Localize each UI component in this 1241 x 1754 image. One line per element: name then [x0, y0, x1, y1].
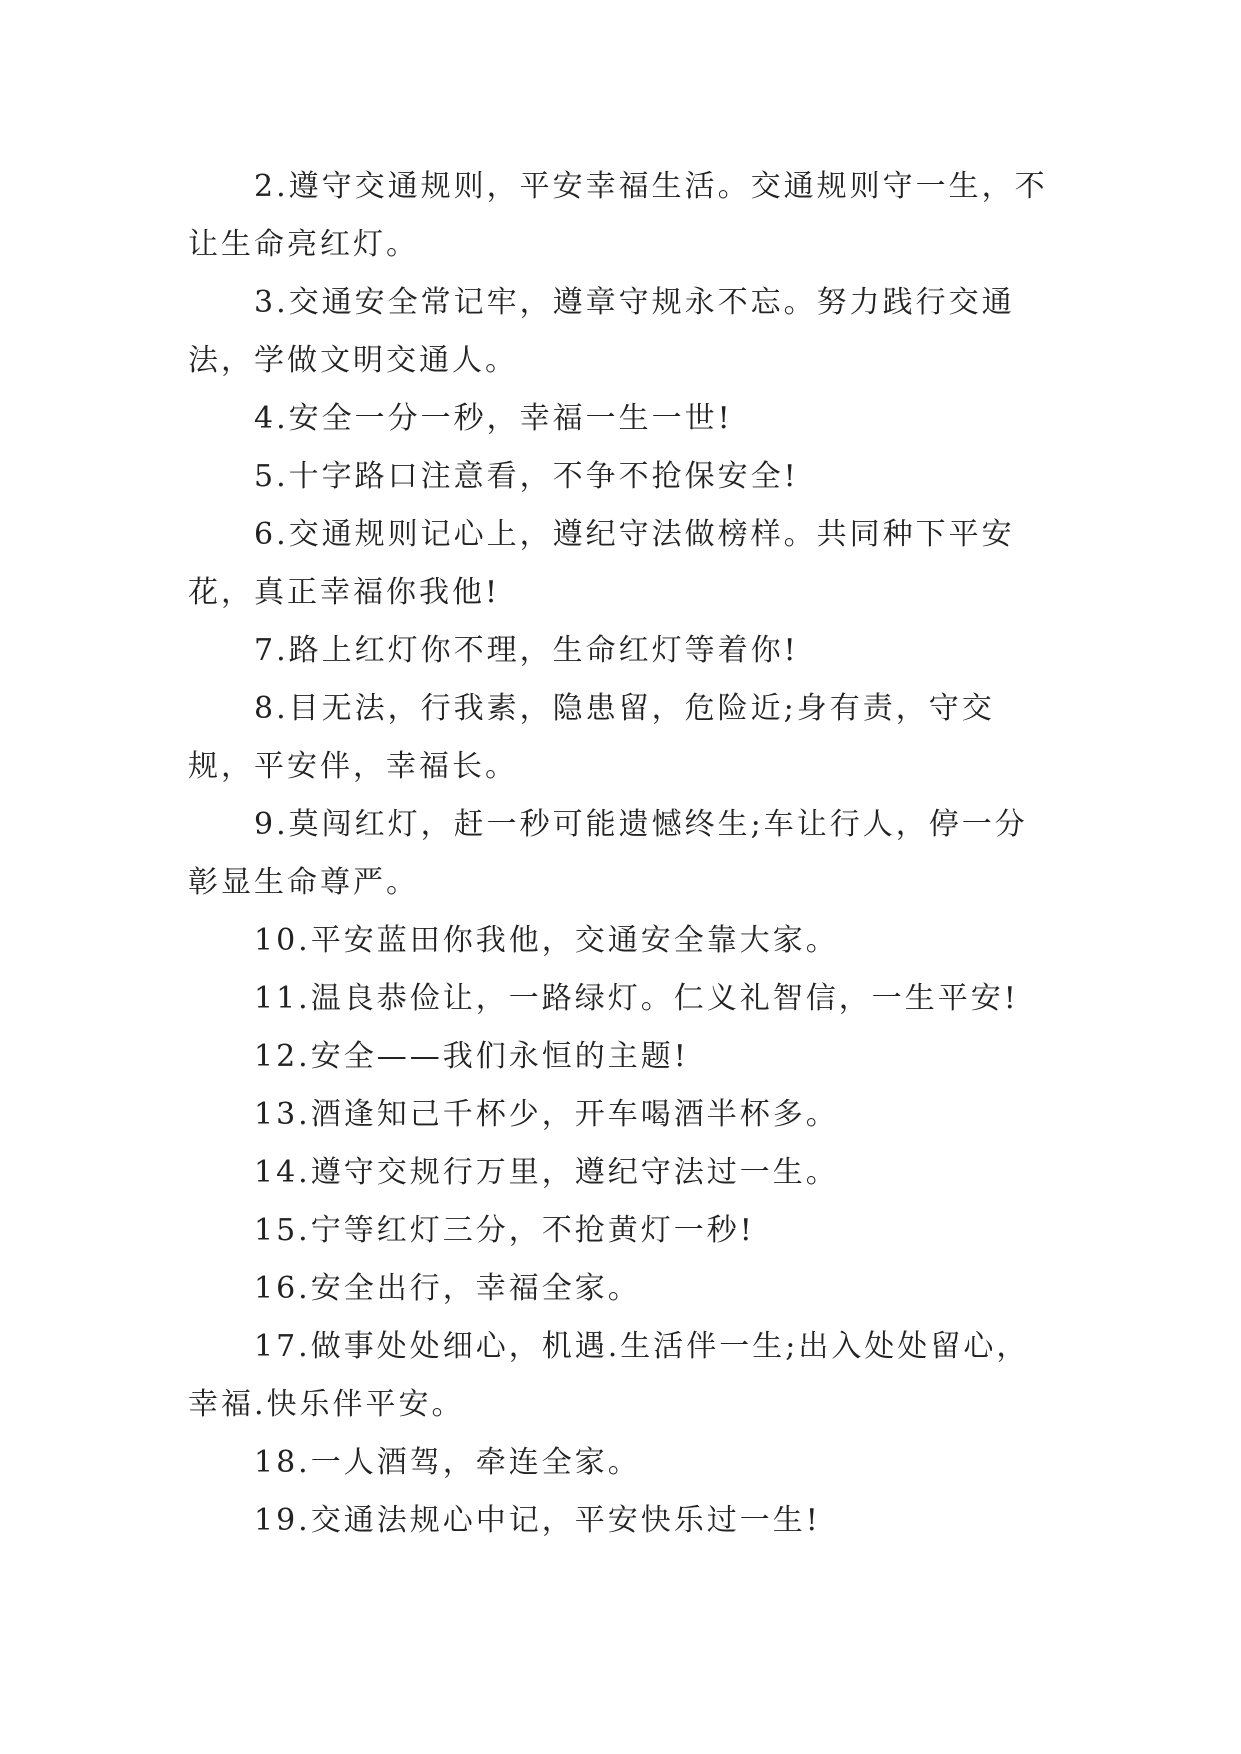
slogan-paragraph: 6.交通规则记心上，遵纪守法做榜样。共同种下平安花，真正幸福你我他!: [188, 517, 1015, 610]
slogan-paragraph: 5.十字路口注意看，不争不抢保安全!: [254, 459, 799, 494]
slogan-paragraph: 14.遵守交规行万里，遵纪守法过一生。: [254, 1155, 839, 1190]
slogan-paragraph: 7.路上红灯你不理，生命红灯等着你!: [254, 633, 799, 668]
slogan-paragraph: 13.酒逢知己千杯少，开车喝酒半杯多。: [254, 1097, 839, 1132]
slogan-paragraph: 4.安全一分一秒，幸福一生一世!: [254, 401, 733, 436]
slogan-paragraph: 19.交通法规心中记，平安快乐过一生!: [254, 1503, 821, 1538]
document-body: [188, 158, 1058, 1550]
slogan-paragraph: 8.目无法，行我素，隐患留，危险近;身有责，守交规，平安伴，幸福长。: [188, 691, 995, 784]
slogan-paragraph: 3.交通安全常记牢，遵章守规永不忘。努力践行交通法，学做文明交通人。: [188, 285, 1015, 378]
slogan-paragraph: 15.宁等红灯三分，不抢黄灯一秒!: [254, 1213, 755, 1248]
slogan-paragraph: 16.安全出行，幸福全家。: [254, 1271, 641, 1306]
slogan-paragraph: 17.做事处处细心，机遇.生活伴一生;出入处处留心，幸福.快乐伴平安。: [188, 1329, 1030, 1422]
slogan-paragraph: 10.平安蓝田你我他，交通安全靠大家。: [254, 923, 839, 958]
slogan-paragraph: 11.温良恭俭让，一路绿灯。仁义礼智信，一生平安!: [254, 981, 1019, 1016]
slogan-paragraph: 2.遵守交通规则，平安幸福生活。交通规则守一生，不让生命亮红灯。: [188, 169, 1048, 262]
slogan-paragraph: 12.安全——我们永恒的主题!: [254, 1039, 689, 1074]
slogan-paragraph: 9.莫闯红灯，赶一秒可能遗憾终生;车让行人，停一分彰显生命尊严。: [188, 807, 1028, 900]
slogan-paragraph: 18.一人酒驾，牵连全家。: [254, 1445, 641, 1480]
